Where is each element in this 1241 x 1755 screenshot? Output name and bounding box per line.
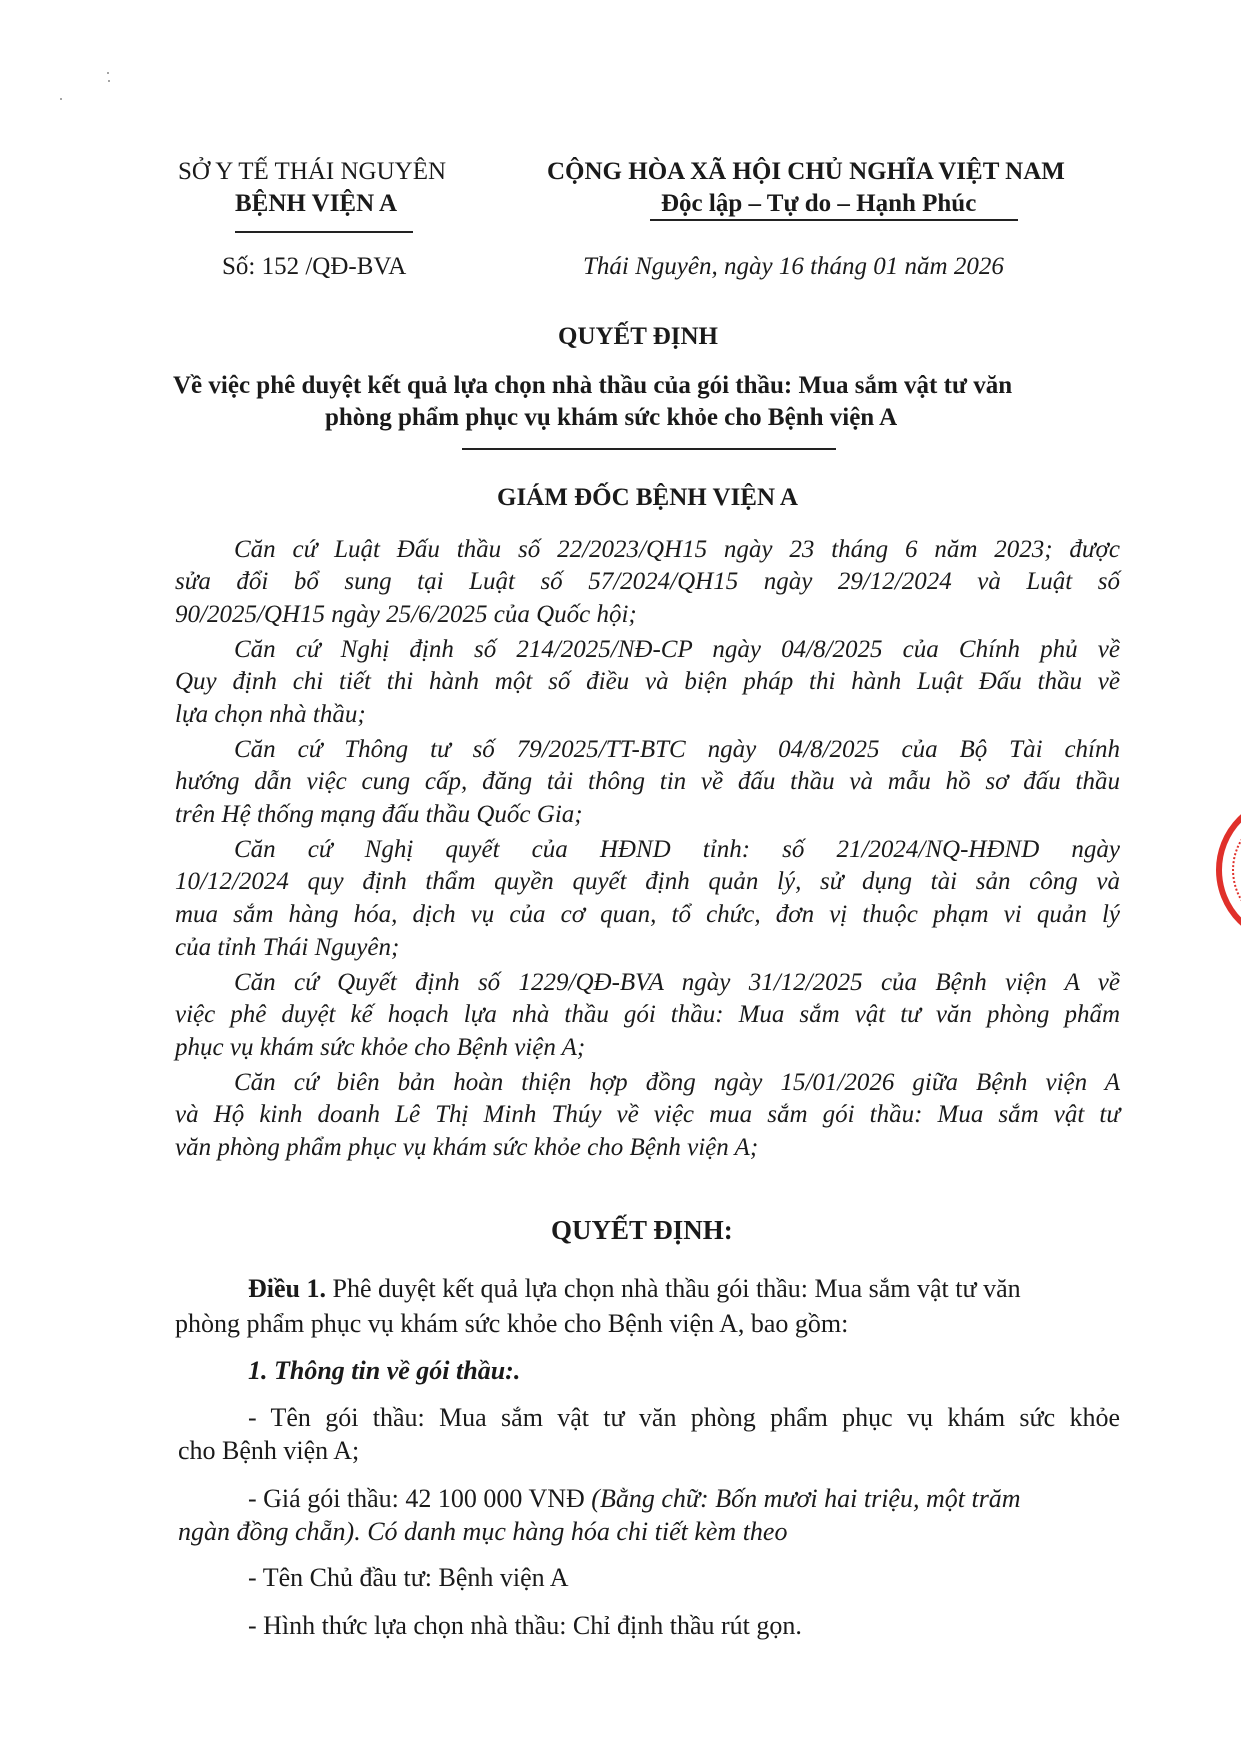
basis-line: việc phê duyệt kế hoạch lựa nhà thầu gói thầu: Mua sắm vật tư văn phòng phẩm	[175, 1001, 1120, 1028]
basis-line: lựa chọn nhà thầu;	[175, 701, 366, 728]
basis-line: 90/2025/QH15 ngày 25/6/2025 của Quốc hội;	[175, 601, 637, 628]
subject-line-1: Về việc phê duyệt kết quả lựa chọn nhà thầu của gói thầu: Mua sắm vật tư văn	[173, 372, 1013, 399]
scan-speck	[108, 80, 110, 82]
scan-speck	[107, 72, 109, 74]
article-1-line-2: phòng phẩm phục vụ khám sức khỏe cho Bệnh viện A, bao gồm:	[175, 1309, 849, 1338]
package-price: - Giá gói thầu: 42 100 000 VNĐ	[248, 1484, 592, 1513]
agency-name: BỆNH VIỆN A	[235, 190, 398, 217]
basis-line: Căn cứ Nghị định số 214/2025/NĐ-CP ngày 04/8/2025 của Chính phủ về	[234, 636, 1120, 663]
place-and-date: Thái Nguyên, ngày 16 tháng 01 năm 2026	[583, 253, 1004, 280]
price-in-words: (Bằng chữ: Bốn mươi hai triệu, một trăm	[591, 1484, 1021, 1513]
basis-line: Quy định chi tiết thi hành một số điều và biện pháp thi hành Luật Đấu thầu về	[175, 668, 1120, 695]
basis-line: sửa đổi bổ sung tại Luật số 57/2024/QH15 ngày 29/12/2024 và Luật số	[175, 568, 1120, 595]
basis-line: văn phòng phẩm phục vụ khám sức khỏe cho Bệnh viện A;	[175, 1134, 759, 1161]
basis-line: trên Hệ thống mạng đấu thầu Quốc Gia;	[175, 801, 583, 828]
agency-underline	[235, 231, 413, 233]
motto-underline	[650, 219, 1018, 221]
subject-line-2: phòng phẩm phục vụ khám sức khỏe cho Bệnh viện A	[325, 404, 898, 431]
basis-line: phục vụ khám sức khỏe cho Bệnh viện A;	[175, 1034, 586, 1061]
basis-line: Căn cứ Luật Đấu thầu số 22/2023/QH15 ngày 23 tháng 6 năm 2023; được	[234, 536, 1120, 563]
basis-line: mua sắm hàng hóa, dịch vụ của cơ quan, tổ chức, đơn vị thuộc phạm vi quản lý	[175, 901, 1120, 928]
document-title: QUYẾT ĐỊNH	[558, 323, 718, 350]
nation-title: CỘNG HÒA XÃ HỘI CHỦ NGHĨA VIỆT NAM	[547, 158, 1065, 185]
selection-method: - Hình thức lựa chọn nhà thầu: Chỉ định thầu rút gọn.	[248, 1611, 802, 1640]
basis-line: 10/12/2024 quy định thẩm quyền quyết định quản lý, sử dụng tài sản công và	[175, 868, 1120, 895]
basis-line: Căn cứ Nghị quyết của HĐND tỉnh: số 21/2024/NQ-HĐND ngày	[234, 836, 1120, 863]
article-1-label: Điều 1.	[248, 1274, 326, 1303]
basis-line: hướng dẫn việc cung cấp, đăng tải thông tin về đấu thầu và mẫu hồ sơ đấu thầu	[175, 768, 1120, 795]
package-price-line-1	[248, 1484, 1021, 1514]
basis-line: và Hộ kinh doanh Lê Thị Minh Thúy về việc mua sắm gói thầu: Mua sắm vật tư	[175, 1101, 1120, 1128]
basis-line: Căn cứ Thông tư số 79/2025/TT-BTC ngày 04/8/2025 của Bộ Tài chính	[234, 736, 1120, 763]
decision-heading: QUYẾT ĐỊNH:	[551, 1215, 733, 1245]
basis-line: của tỉnh Thái Nguyên;	[175, 934, 400, 961]
scan-speck	[60, 98, 62, 100]
investor-name: - Tên Chủ đầu tư: Bệnh viện A	[248, 1563, 569, 1592]
package-name-line-1: - Tên gói thầu: Mua sắm vật tư văn phòng phẩm phục vụ khám sức khỏe	[248, 1403, 1120, 1432]
title-rule	[462, 448, 836, 450]
article-1-text: Phê duyệt kết quả lựa chọn nhà thầu gói thầu: Mua sắm vật tư văn	[326, 1274, 1021, 1303]
basis-line: Căn cứ Quyết định số 1229/QĐ-BVA ngày 31/12/2025 của Bệnh viện A về	[234, 969, 1120, 996]
issuing-authority: GIÁM ĐỐC BỆNH VIỆN A	[497, 484, 798, 511]
package-price-line-2: ngàn đồng chẵn). Có danh mục hàng hóa chi tiết kèm theo	[178, 1517, 788, 1546]
national-motto: Độc lập – Tự do – Hạnh Phúc	[661, 190, 977, 217]
agency-parent: SỞ Y TẾ THÁI NGUYÊN	[178, 158, 447, 185]
official-seal	[1216, 795, 1241, 945]
basis-line: Căn cứ biên bản hoàn thiện hợp đồng ngày 15/01/2026 giữa Bệnh viện A	[234, 1069, 1120, 1096]
document-number: Số: 152 /QĐ-BVA	[222, 253, 407, 280]
package-name-line-2: cho Bệnh viện A;	[178, 1436, 360, 1465]
article-1-line-1	[248, 1274, 1120, 1304]
section-1-title: 1. Thông tin về gói thầu:.	[248, 1356, 521, 1385]
